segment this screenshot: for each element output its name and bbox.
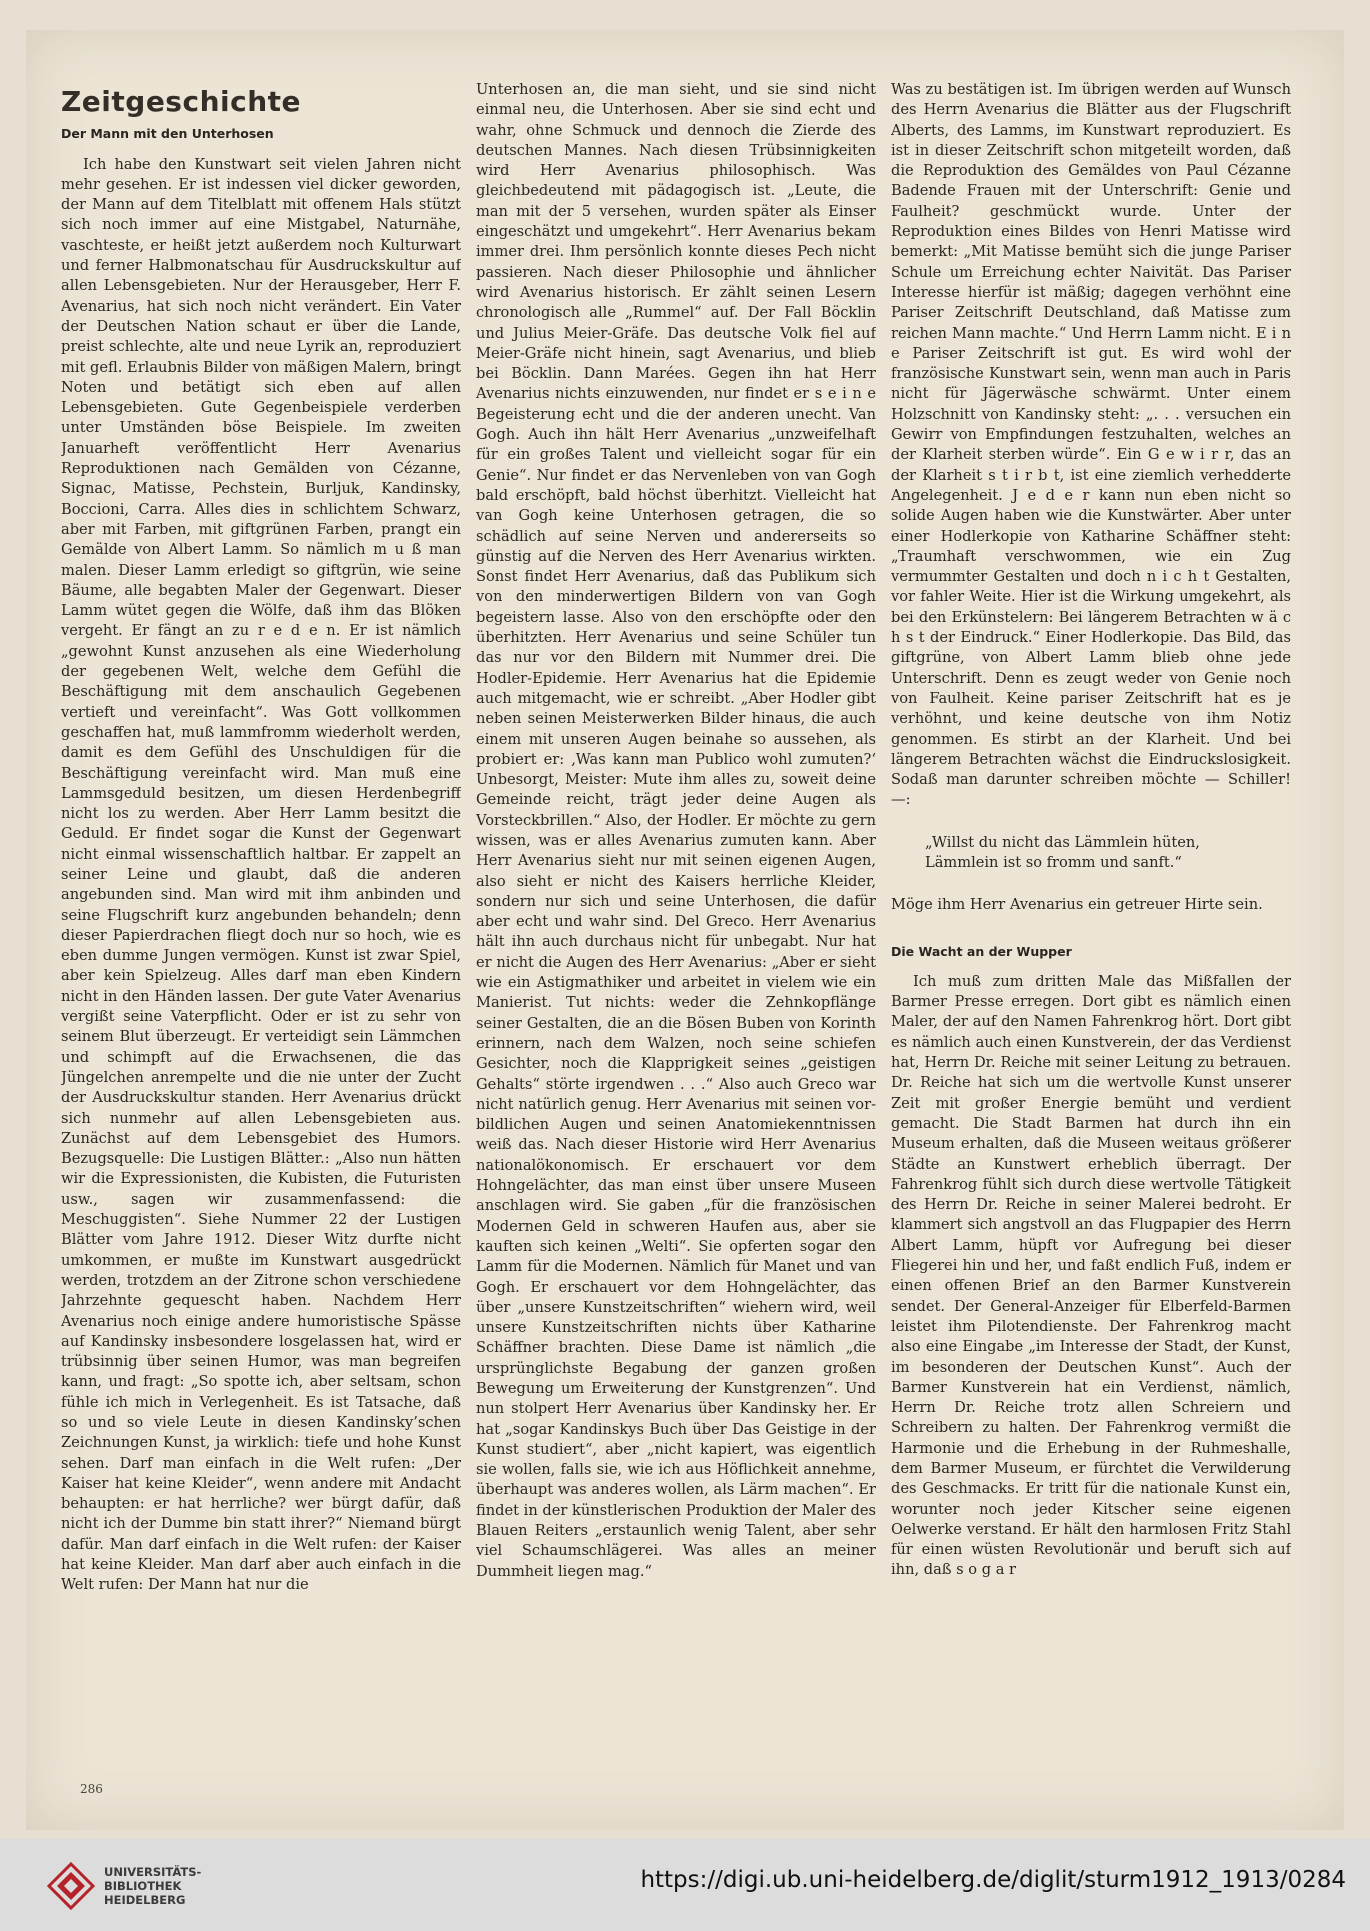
article-closing-line: Möge ihm Herr Avenarius ein getreuer Hirte sein. bbox=[891, 896, 1263, 914]
scanned-page bbox=[26, 30, 1344, 1830]
quote-line-1: „Willst du nicht das Lämmlein hüten, bbox=[925, 833, 1200, 851]
library-name-line-1: UNIVERSITÄTS- bbox=[104, 1865, 202, 1879]
section-title-unterhosen: Der Mann mit den Unterhosen bbox=[61, 126, 274, 142]
article-text-col1: Ich habe den Kunstwart seit vielen Jahren nicht mehr gesehen. Er ist indessen viel dicker geworden, der Mann auf dem Titelblatt mit offenem Hals stützt sich noch immer auf eine Mistgabel, Naturnähe, vaschteste, er heißt jetzt außerdem noch Kulturwart und ferner Halbmonatschau für Ausdruckskultur auf allen Lebensgebieten. Nur der Herausgeber, Herr F. Avenarius, hat sich noch nicht verändert. Ein Vater der Deutschen Nation schaut er über die Lande, preist schlechte, alte und neue Lyrik an, reproduziert mit gefl. Erlaubnis Bilder von mäßigen Malern, bringt Noten und betätigt sich eben auf allen Lebensgebieten. Gute Gegenbeispiele verderben unter Umständen böse Beispiele. Im zweiten Januarheft veröffentlicht Herr Avenarius Reproduktionen nach Gemälden von Cézanne, Signac, Matisse, Pechstein, Burljuk, Kandinsky, Boccioni, Carra. Alles dies in schlichtem Schwarz, aber mit Farben, mit giftgrünen Farben, prangt ein Gemälde von Albert Lamm. So nämlich m u ß man malen. Dieser Lamm erledigt so giftgrün, wie seine Bäume, alle begabten Maler der Gegenwart. Dieser Lamm wütet gegen die Wölfe, daß ihm das Blöken vergeht. Er fängt an zu r e d e n. Er ist nämlich „gewohnt Kunst anzusehen als eine Wiederholung der gegebenen Welt, welche dem Gefühl die Beschäftigung mit dem anschaulich Gegebenen vertieft und vereinfacht“. Was Gott vollkommen geschaffen hat, muß lammfromm wiederholt werden, damit es dem Gefühl des Unschuldigen für die Beschäftigung vereinfacht wird. Man muß eine Lammsgeduld besitzen, um diesen Herdenbegriff nicht los zu werden. Aber Herr Lamm besitzt die Geduld. Er findet sogar die Kunst der Gegenwart nicht einmal wissenschaftlich haltbar. Er zappelt an seiner Leine und glaubt, daß die anderen angebunden sind. Man wird mit ihm anbinden und seine Flugschrift kurz angebunden behandeln; denn dieser Papierdrachen fliegt doch nur so hoch, wie es eben dumme Jungen vermögen. Kunst ist zwar Spiel, aber kein Spielzeug. Alles darf man eben Kindern nicht in den Händen lassen. Der gute Vater Avenarius vergißt seine Vaterpflicht. Oder er ist zu sehr von seinem Blut überzeugt. Er verteidigt sein Lämmchen und schimpft auf die Erwachsenen, die das Jüngelchen anrempelte und die nie unter der Zucht der Ausdruckskultur standen. Herr Avenarius drückt sich nunmehr auf allen Lebensgebieten aus. Zunächst auf dem Lebensgebiet des Humors. Bezugsquelle: Die Lustigen Blätter.: „Also nun hätten wir die Expressionisten, die Kubisten, die Futuristen usw., sagen wir zusammenfassend: die Meschuggisten“. Siehe Nummer 22 der Lustigen Blätter vom Jahre 1912. Dieser Witz durfte nicht umkommen, er mußte im Kunstwart ausgedrückt werden, trotzdem an der Zitrone schon verschiedene Jahrzehnte gequescht haben. Nachdem Herr Avenarius noch einige andere humoristische Spässe auf Kandinsky insbesondere losgelassen hat, wird er trübsinnig über seinen Humor, was man begreifen kann, und fragt: „So spotte ich, aber seltsam, schon fühle ich mich in Verlegenheit. Es ist Tatsache, daß so und so viele Leute in diesen Kandinsky’schen Zeichnungen Kunst, ja wirklich: tiefe und hohe Kunst sehen. Darf man einfach in die Welt rufen: „Der Kaiser hat keine Kleider“, wenn andere mit Andacht behaupten: er hat herrliche? wer bürgt dafür, daß nicht ich der Dumme bin statt ihrer?“ Niemand bürgt dafür. Man darf einfach in die Welt rufen: der Kaiser hat keine Kleider. Man darf aber auch einfach in die Welt rufen: Der Mann hat nur die bbox=[61, 155, 461, 1594]
column-2 bbox=[476, 80, 876, 1770]
library-name-line-2: BIBLIOTHEK bbox=[104, 1879, 182, 1893]
article-text-col2: Unterhosen an, die man sieht, und sie sind nicht einmal neu, die Unterhosen. Aber sie sind echt und wahr, ohne Schmuck und dennoch die Zierde des deutschen Mannes. Nach diesen Trübsinnigkeiten wird Herr Avenarius philosophisch. Was gleichbedeutend mit pädagogisch ist. „Leute, die man mit der 5 versehen, wurden später als Einser eingeschätzt und umgekehrt“. Herr Avenarius bekam immer drei. Ihm persönlich konnte dieses Pech nicht passieren. Nach dieser Philosophie und ähnlicher wird Avenarius historisch. Er zählt seinen Lesern chronologisch alle „Rummel“ auf. Der Fall Böcklin und Julius Meier-Gräfe. Das deutsche Volk fiel auf Meier-Gräfe nicht hinein, sagt Avenarius, und blieb bei Böcklin. Dann Marées. Gegen ihn hat Herr Avenarius nichts einzuwenden, nur findet er s e i n e Begeisterung echt und die der anderen unecht. Van Gogh. Auch ihn hält Herr Avenarius „unzweifelhaft für ein großes Talent und vielleicht sogar für ein Genie“. Nur findet er das Nervenleben von van Gogh bald erschöpft, bald höchst überhitzt. Vielleicht hat van Gogh keine Unterhosen getragen, die so schädlich auf seine Nerven und andererseits so günstig auf die Nerven des Herr Avenarius wirkten. Sonst findet Herr Avenarius, daß das Publikum sich von den minderwertigen Bildern von van Gogh begeistern lasse. Also von den erschöpfte oder den überhitzten. Herr Avenarius und seine Schüler tun das nur vor den Bildern mit Nummer drei. Die Hodler-Epidemie. Herr Avenarius hat die Epidemie auch mitgemacht, wie er schreibt. „Aber Hodler gibt neben seinen Meisterwerken Bilder hinaus, die auch einem mit unseren Augen beinahe so aussehen, als probiert er: ‚Was kann man Publico wohl zumuten?‘ Unbesorgt, Meister: Mute ihm alles zu, soweit deine Gemeinde reicht, trägt jeder deine Augen als Vorsteckbrillen.“ Also, der Hodler. Er möchte zu gern wissen, was er alles Avenarius zumuten kann. Aber Herr Avenarius sieht nur mit seinen eigenen Augen, also sieht er nicht des Kaisers herrliche Kleider, sondern nur sich und seine Unterhosen, die dafür aber echt und wahr sind. Del Greco. Herr Avenarius hält ihn auch durchaus nicht für unbegabt. Nur hat er nicht die Augen des Herr Avenarius: „Aber er sieht wie ein Astigmathiker und arbeitet in vielem wie ein Manierist. Tut nichts: weder die Zehnkopflänge seiner Gestalten, die an die Bösen Buben von Korinth erinnern, nach dem Walzen, noch seine schiefen Gesichter, noch die Klapprigkeit seines „geistigen Gehalts“ störte irgendwen . . .“ Also auch Greco war nicht natürlich genug. Herr Avenarius mit seinen vor-bildlichen Augen und seinen Anatomiekenntnissen weiß das. Nach dieser Historie wird Herr Avenarius nationalökonomisch. Er erschauert vor dem Hohngelächter, das man einst über unsere Museen anschlagen wird. Sie gaben „für die französischen Modernen Geld in schweren Haufen aus, aber sie kauften sich keinen „Welti“. Sie opferten sogar den Lamm für die Modernen. Nämlich für Manet und van Gogh. Er erschauert vor dem Hohngelächter, das über „unsere Kunstzeitschriften“ wiehern wird, weil unsere Kunstzeitschriften nichts über Katharine Schäffner brachten. Diese Dame ist nämlich „die ursprünglichste Begabung der ganzen großen Bewegung um Erweiterung der Kunstgrenzen“. Und nun stolpert Herr Avenarius über Kandinsky her. Er hat „sogar Kandinskys Buch über Das Geistige in der Kunst studiert“, aber „nicht kapiert, was eigentlich sie wollen, falls sie, wie ich aus Höflichkeit annehme, überhaupt was anderes wollen, als Lärm machen“. Er findet in der künstlerischen Produktion der Maler des Blauen Reiters „erstaunlich wenig Talent, aber sehr viel Schaumschlägerei. Was alles an meiner Dummheit liegen mag.“ bbox=[476, 81, 876, 1580]
column-3 bbox=[891, 80, 1291, 1750]
article-text-col3: Was zu bestätigen ist. Im übrigen werden auf Wunsch des Herrn Avenarius die Blätter aus der Flugschrift Alberts, des Lamms, im Kunstwart reproduziert. Es ist in dieser Zeitschrift schon mitgeteilt worden, daß die Reproduktion des Gemäldes von Paul Cézanne Badende Frauen mit der Unterschrift: Genie und Faulheit? geschmückt wurde. Unter der Reproduktion eines Bildes von Henri Matisse wird bemerkt: „Mit Matisse bemüht sich die junge Pariser Schule um Erreichung echter Naivität. Das Pariser Interesse hierfür ist mäßig; dagegen verhöhnt eine Pariser Zeitschrift Deutschland, daß Matisse zum reichen Mann machte.“ Und Herrn Lamm nicht. E i n e Pariser Zeitschrift ist gut. Es wird wohl der französische Kunstwart sein, wenn man auch in Paris nicht für Jägerwäsche schwärmt. Unter einem Holzschnitt von Kandinsky steht: „. . . versuchen ein Gewirr von Empfindungen festzuhalten, welches an der Klarheit sterben würde“. Ein G e w i r r, das an der Klarheit s t i r b t, ist eine ziemlich verhedderte Angelegenheit. J e d e r kann nun eben nicht so solide Augen haben wie die Kunstwärter. Aber unter einer Hodlerkopie von Katharine Schäffner steht: „Traumhaft verschwommen, wie ein Zug vermummter Gestalten und doch n i c h t Gestalten, vor fahler Weite. Hier ist die Wirkung umgekehrt, als bei den Erkünstelern: Bei längerem Betrachten w ä c h s t der Eindruck.“ Einer Hodlerkopie. Das Bild, das giftgrüne, von Albert Lamm blieb ohne jede Unterschrift. Denn es zeugt weder von Genie noch von Faulheit. Keine pariser Zeitschrift hat es je verhöhnt, und keine deutsche von ihm Notiz genommen. Es stirbt an der Klarheit. Und bei längerem Betrachten wächst die Eindruckslosigkeit. Sodaß man darunter schreiben möchte — Schiller! —: bbox=[891, 81, 1291, 809]
library-footer bbox=[0, 1839, 1370, 1931]
page-number: 286 bbox=[80, 1782, 103, 1796]
article-text-wupper: Ich muß zum dritten Male das Mißfallen der Barmer Presse erregen. Dort gibt es nämlich einen Maler, der auf den Namen Fahrenkrog hört. Dort gibt es nämlich auch einen Kunstverein, der das Verdienst hat, Herrn Dr. Reiche mit seiner Leitung zu betrauen. Dr. Reiche hat sich um die wertvolle Kunst unserer Zeit mit großer Energie bemüht und verdient gemacht. Die Stadt Barmen hat durch ihn ein Museum erhalten, daß die Museen weitaus größerer Städte an Kunstwert erheblich überragt. Der Fahrenkrog fühlt sich durch diese wertvolle Tätigkeit des Herrn Dr. Reiche in seiner Malerei bedroht. Er klammert sich angstvoll an das Flugpapier des Herrn Albert Lamm, hüpft vor Aufregung bei dieser Fliegerei hin und her, und faßt endlich Fuß, indem er einen offenen Brief an den Barmer Kunstverein sendet. Der General-Anzeiger für Elberfeld-Barmen leistet ihm Pilotendienste. Der Fahrenkrog macht also eine Eingabe „im Interesse der Stadt, der Kunst, im besonderen der Deutschen Kunst“. Auch der Barmer Kunstverein hat ein Verdienst, nämlich, Herrn Dr. Reiche trotz allen Schreiern und Schreibern zu halten. Der Fahrenkrog vermißt die Harmonie und die Erhebung in der Ruhmeshalle, dem Barmer Museum, er fürchtet die Verwilderung des Geschmacks. Er tritt für die nationale Kunst ein, worunter noch jeder Kitscher seine eigenen Oelwerke verstand. Er hält den harmlosen Fritz Stahl für einen wüsten Revolutionär und beruft sich auf ihn, daß s o g a r bbox=[891, 972, 1291, 1579]
quote-line-2: Lämmlein ist so fromm und sanft.“ bbox=[925, 853, 1182, 871]
schiller-quote bbox=[925, 833, 1291, 874]
university-logo-icon bbox=[46, 1861, 96, 1911]
section-title-wupper: Die Wacht an der Wupper bbox=[891, 943, 1072, 959]
column-1 bbox=[61, 84, 461, 1744]
document-url[interactable]: https://digi.ub.uni-heidelberg.de/diglit/sturm1912_1913/0284 bbox=[640, 1867, 1346, 1893]
library-name bbox=[104, 1865, 201, 1907]
page-title: Zeitgeschichte bbox=[61, 85, 302, 118]
library-name-line-3: HEIDELBERG bbox=[104, 1893, 186, 1907]
